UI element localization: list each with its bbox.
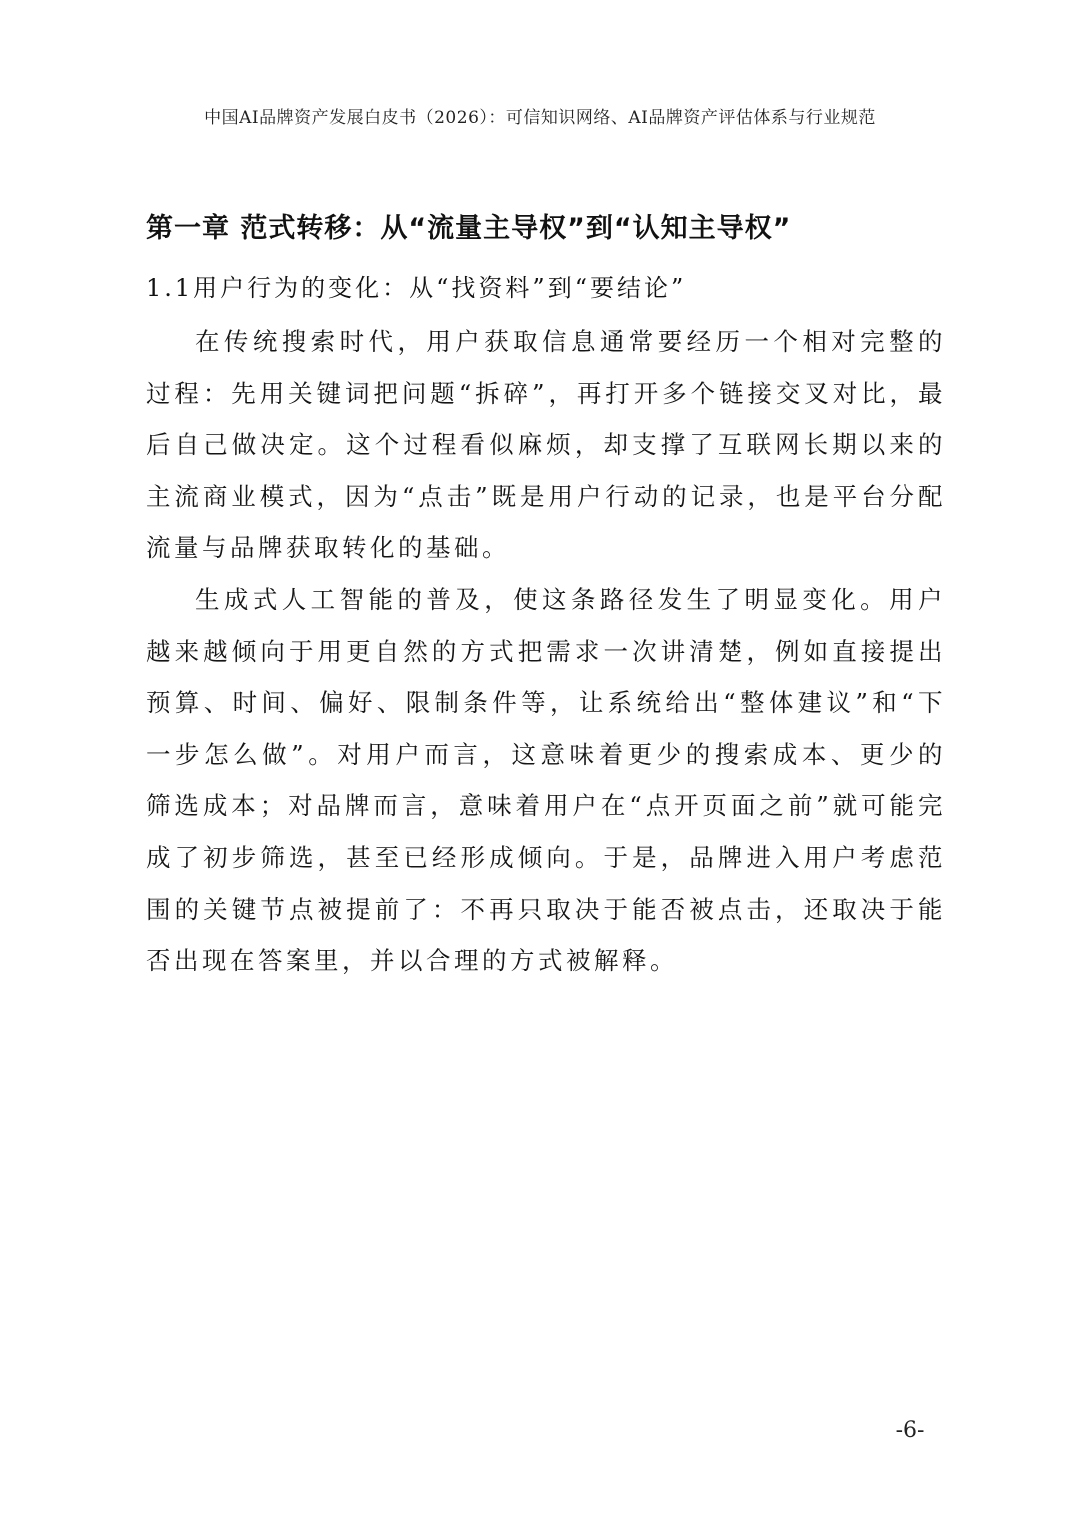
paragraph: 生成式人工智能的普及，使这条路径发生了明显变化。用户越来越倾向于用更自然的方式把需求一次讲清楚，例如直接提出预算、时间、偏好、限制条件等，让系统给出“整体建议”和“下一步怎么做”。对用户而言，这意味着更少的搜索成本、更少的筛选成本；对品牌而言，意味着用户在“点开页面之前”就可能完成了初步筛选，甚至已经形成倾向。于是，品牌进入用户考虑范围的关键节点被提前了：不再只取决于能否被点击，还取决于能否出现在答案里，并以合理的方式被解释。 [146,584,946,976]
chapter-title: 第一章 范式转移：从“流量主导权”到“认知主导权” [146,213,792,244]
running-header: 中国AI品牌资产发展白皮书（2026）：可信知识网络、AI品牌资产评估体系与行业规范 [204,108,876,128]
page-number: -6- [895,1418,925,1443]
body-text [146,316,946,987]
paragraph: 在传统搜索时代，用户获取信息通常要经历一个相对完整的过程：先用关键词把问题“拆碎”，再打开多个链接交叉对比，最后自己做决定。这个过程看似麻烦，却支撑了互联网长期以来的主流商业模式，因为“点击”既是用户行动的记录，也是平台分配流量与品牌获取转化的基础。 [146,327,946,563]
section-title: 1.1用户行为的变化：从“找资料”到“要结论” [146,274,687,302]
